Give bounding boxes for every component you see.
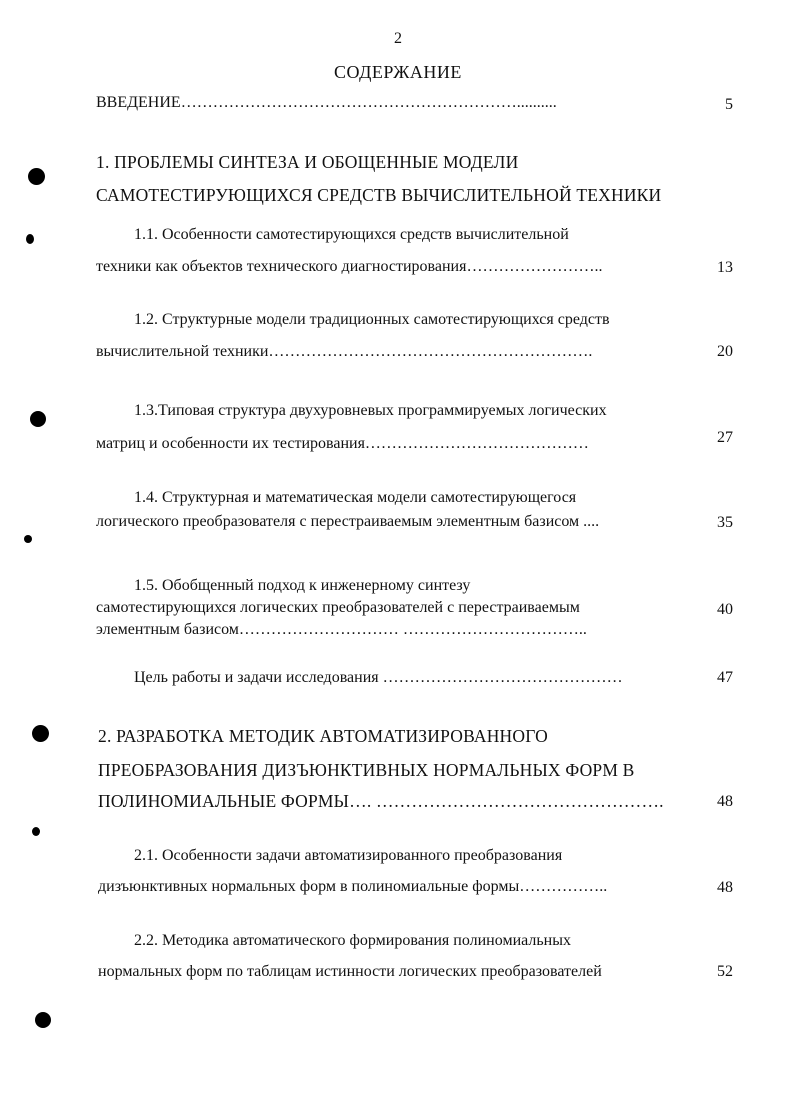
hole-punch-mark (32, 725, 49, 742)
toc-page-2-2: 52 (717, 963, 733, 980)
toc-entry-2-2-line2[interactable]: нормальных форм по таблицам истинности логических преобразователей (98, 963, 602, 980)
toc-entry-1-3-line2[interactable]: матриц и особенности их тестирования…………………………………… (96, 435, 589, 452)
toc-entry-1-3-line1[interactable]: 1.3.Типовая структура двухуровневых программируемых логических (134, 402, 607, 419)
hole-punch-mark (26, 234, 34, 244)
toc-page-1-5: 40 (717, 601, 733, 618)
toc-title: СОДЕРЖАНИЕ (334, 62, 462, 82)
toc-page-1-3: 27 (717, 429, 733, 446)
toc-page-1-1: 13 (717, 259, 733, 276)
hole-punch-mark (24, 535, 32, 543)
hole-punch-mark (28, 168, 45, 185)
toc-entry-1-2-line1[interactable]: 1.2. Структурные модели традиционных самотестирующихся средств (134, 311, 610, 328)
toc-entry-1-4-line1[interactable]: 1.4. Структурная и математическая модели самотестирующегося (134, 489, 577, 506)
toc-entry-1-5-line2[interactable]: самотестирующихся логических преобразователей с перестраиваемым (96, 599, 580, 616)
toc-entry-intro[interactable]: ВВЕДЕНИЕ……………………………………………………….......... (96, 94, 557, 111)
chapter-2-title-line2[interactable]: ПРЕОБРАЗОВАНИЯ ДИЗЪЮНКТИВНЫХ НОРМАЛЬНЫХ ФОРМ В (98, 760, 635, 780)
toc-entry-1-1-line1[interactable]: 1.1. Особенности самотестирующихся средств вычислительной (134, 226, 569, 243)
hole-punch-mark (35, 1012, 51, 1028)
toc-page-1-4: 35 (717, 514, 733, 531)
toc-entry-1-5-line3[interactable]: элементным базисом………………………… …………………………….. (96, 621, 587, 638)
chapter-1-title-line1[interactable]: 1. ПРОБЛЕМЫ СИНТЕЗА И ОБОЩЕННЫЕ МОДЕЛИ (96, 152, 519, 172)
toc-entry-1-4-line2[interactable]: логического преобразователя с перестраиваемым элементным базисом .... (96, 513, 600, 530)
toc-page-goal: 47 (717, 669, 733, 686)
toc-entry-goal[interactable]: Цель работы и задачи исследования ……………………………………… (134, 669, 623, 686)
toc-entry-1-2-line2[interactable]: вычислительной техники……………………………………………………. (96, 343, 593, 360)
page-number: 2 (394, 30, 402, 47)
hole-punch-mark (32, 827, 40, 836)
hole-punch-mark (30, 411, 46, 427)
toc-entry-2-1-line2[interactable]: дизъюнктивных нормальных форм в полиномиальные формы…………….. (98, 878, 608, 895)
chapter-2-title-line3[interactable]: ПОЛИНОМИАЛЬНЫЕ ФОРМЫ…. …………………………………………. (98, 791, 664, 811)
toc-entry-1-1-line2[interactable]: техники как объектов технического диагностирования…………………….. (96, 258, 603, 275)
toc-page-2-1: 48 (717, 879, 733, 896)
chapter-1-title-line2[interactable]: САМОТЕСТИРУЮЩИХСЯ СРЕДСТВ ВЫЧИСЛИТЕЛЬНОЙ ТЕХНИКИ (96, 185, 662, 205)
toc-entry-1-5-line1[interactable]: 1.5. Обобщенный подход к инженерному синтезу (134, 577, 471, 594)
toc-page-1-2: 20 (717, 343, 733, 360)
toc-page-intro: 5 (725, 96, 733, 113)
toc-page-chapter-2: 48 (717, 793, 733, 810)
toc-entry-2-1-line1[interactable]: 2.1. Особенности задачи автоматизированного преобразования (134, 847, 563, 864)
toc-entry-2-2-line1[interactable]: 2.2. Методика автоматического формирования полиномиальных (134, 932, 571, 949)
chapter-2-title-line1[interactable]: 2. РАЗРАБОТКА МЕТОДИК АВТОМАТИЗИРОВАННОГО (98, 726, 548, 746)
